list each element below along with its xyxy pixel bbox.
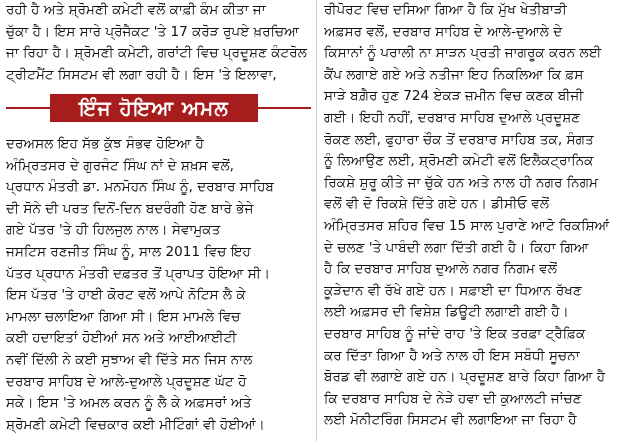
- text-line: ਦੀ ਸੋਨੇ ਦੀ ਪਰਤ ਦਿਨੋਂ-ਦਿਨ ਬਦਰੰਗੀ ਹੋਣ ਬਾਰੇ ਭੇਜੇ: [6, 200, 254, 217]
- text-line: ਨਵੀਂ ਦਿੱਲੀ ਨੇ ਕਈ ਸੁਝਾਅ ਵੀ ਦਿੱਤੇ ਸਨ ਜਿਸ ਨਾਲ: [6, 351, 253, 368]
- text-line: ਕਿ ਦਰਬਾਰ ਸਾਹਿਬ ਦੇ ਨੇੜੇ ਹਵਾ ਦੀ ਕੁਆਲਟੀ ਜਾਂਚਣ: [324, 390, 582, 407]
- text-line: ਅਫ਼ਸਰ ਵਲੋਂ, ਦਰਬਾਰ ਸਾਹਿਬ ਦੇ ਆਲੇ-ਦੁਆਲੇ ਦੇ: [324, 23, 563, 40]
- text-line: ਨੂੰ ਲਿਆਉਣ ਲਈ, ਸ਼੍ਰੋਮਣੀ ਕਮੇਟੀ ਵਲੋਂ ਇਲੈਕਟ੍ਰਾਨਿਕ: [324, 153, 594, 170]
- text-line: ਅੰਮ੍ਰਿਤਸਰ ਸ਼ਹਿਰ ਵਿਚ 15 ਸਾਲ ਪੁਰਾਣੇ ਆਟੋ ਰਿਕਸ਼ਿਆਂ: [324, 217, 610, 234]
- text-line: ਦਰਬਾਰ ਸਾਹਿਬ ਨੂੰ ਜਾਂਦੇ ਰਾਹ 'ਤੇ ਇਕ ਤਰਫ਼ਾ ਟ੍ਰੈਫ਼ਿਕ: [324, 325, 586, 342]
- text-line: ਕਰ ਦਿੱਤਾ ਗਿਆ ਹੈ ਅਤੇ ਨਾਲ ਹੀ ਇਸ ਸਬੰਧੀ ਸੂਚਨਾ: [324, 347, 580, 364]
- text-line: ਦਰਅਸਲ ਇਹ ਸੱਭ ਕੁੱਝ ਸੰਭਵ ਹੋਇਆ ਹੈ: [6, 136, 204, 152]
- text-line: ਇਸ ਪੱਤਰ 'ਤੇ ਹਾਈ ਕੋਰਟ ਵਲੋਂ ਆਪੇ ਨੋਟਿਸ ਲੈ ਕੇ: [6, 287, 246, 304]
- right-column-body: [324, 0, 638, 432]
- text-line: ਕੈਂਪ ਲਗਾਏ ਗਏ ਅਤੇ ਨਤੀਜਾ ਇਹ ਨਿਕਲਿਆ ਕਿ ਫ਼ਸ: [324, 66, 584, 83]
- text-line: ਦੇ ਚਲਣ 'ਤੇ ਪਾਬੰਦੀ ਲਗਾ ਦਿੱਤੀ ਗਈ ਹੈ। ਕਿਹਾ ਗਿਆ: [324, 239, 589, 256]
- text-line: ਸਕੇ। ਇਸ 'ਤੇ ਅਮਲ ਕਰਨ ਨੂੰ ਲੈ ਕੇ ਅਫ਼ਸਰਾਂ ਅਤੇ: [6, 395, 252, 412]
- left-column-intro: [6, 0, 311, 86]
- column-divider: [316, 0, 317, 441]
- text-line: ਰੋਕਣ ਲਈ, ਫੁਹਾਰਾ ਚੌਕ ਤੋਂ ਦਰਬਾਰ ਸਾਹਿਬ ਤਕ, ਸੰਗਤ: [324, 131, 594, 148]
- text-line: ਟ੍ਰੀਟਮੈਂਟ ਸਿਸਟਮ ਵੀ ਲਗਾ ਰਹੀ ਹੈ। ਇਸ 'ਤੇ ਇਲਾਵਾ,: [6, 66, 277, 83]
- text-line: ਗਈ। ਇਹੀ ਨਹੀਂ, ਦਰਬਾਰ ਸਾਹਿਬ ਦੁਆਲੇ ਪ੍ਰਦੂਸ਼ਣ: [324, 109, 581, 126]
- text-line: ਦਰਬਾਰ ਸਾਹਿਬ ਦੇ ਆਲੇ-ਦੁਆਲੇ ਪ੍ਰਦੂਸ਼ਣ ਘੱਟ ਹੋ: [6, 373, 247, 390]
- text-line: ਅੰਮ੍ਰਿਤਸਰ ਦੇ ਗੁਰਜੰਟ ਸਿੰਘ ਨਾਂ ਦੇ ਸ਼ਖ਼ਸ ਵਲੋਂ,: [6, 157, 235, 174]
- text-line: ਜਾ ਰਿਹਾ ਹੈ। ਸ਼੍ਰੋਮਣੀ ਕਮੇਟੀ, ਗਰਾਂਟੀ ਵਿਚ ਪ੍ਰਦੂਸ਼ਣ ਕੰਟਰੋਲ: [6, 45, 307, 62]
- text-line: ਕਈ ਹਦਾਇਤਾਂ ਹੋਈਆਂ ਸਨ ਅਤੇ ਆਈਆਈਟੀ: [6, 330, 237, 347]
- text-line: ਰਿਕਸ਼ੇ ਸ਼ੁਰੂ ਕੀਤੇ ਜਾ ਚੁੱਕੇ ਹਨ ਅਤੇ ਨਾਲ ਹੀ ਨਗਰ ਨਿਗਮ: [324, 174, 598, 191]
- text-line: ਮਾਮਲਾ ਚਲਾਇਆ ਗਿਆ ਸੀ। ਇਸ ਮਾਮਲੇ ਵਿਚ: [6, 308, 241, 325]
- section-headline: ਇੰਜ ਹੋਇਆ ਅਮਲ: [50, 94, 258, 122]
- text-line: ਰਹੀ ਹੈ ਅਤੇ ਸ਼੍ਰੋਮਣੀ ਕਮੇਟੀ ਵਲੋਂ ਕਾਫ਼ੀ ਕੰਮ ਕੀਤਾ ਜਾ: [6, 2, 266, 18]
- text-line: ਪੱਤਰ ਪ੍ਰਧਾਨ ਮੰਤਰੀ ਦਫ਼ਤਰ ਤੋਂ ਪ੍ਰਾਪਤ ਹੋਇਆ ਸੀ।: [6, 265, 271, 282]
- text-line: ਚੁੱਕਾ ਹੈ। ਇਸ ਸਾਰੇ ਪ੍ਰੋਜੈਕਟ 'ਤੇ 17 ਕਰੋੜ ਰੁਪਏ ਖ਼ਰਚਿਆ: [6, 23, 299, 40]
- text-line: ਬੋਰਡ ਵੀ ਲਗਾਏ ਗਏ ਹਨ। ਪ੍ਰਦੂਸ਼ਣ ਬਾਰੇ ਕਿਹਾ ਗਿਆ ਹੈ: [324, 369, 606, 386]
- text-line: ਪ੍ਰਧਾਨ ਮੰਤਰੀ ਡਾ. ਮਨਮੋਹਨ ਸਿੰਘ ਨੂੰ, ਦਰਬਾਰ ਸਾਹਿਬ: [6, 179, 274, 196]
- text-line: ਗਏ ਪੱਤਰ 'ਤੇ ਹੀ ਹਿਲਜੁਲ ਨਾਲ। ਸੇਵਾਮੁਕਤ: [6, 222, 221, 239]
- text-line: ਕਿਸਾਨਾਂ ਨੂੰ ਪਰਾਲੀ ਨਾ ਸਾੜਨ ਪ੍ਰਤੀ ਜਾਗਰੂਕ ਕਰਨ ਲਈ: [324, 45, 602, 62]
- text-line: ਹੈ ਕਿ ਦਰਬਾਰ ਸਾਹਿਬ ਦੁਆਲੇ ਨਗਰ ਨਿਗਮ ਵਲੋਂ: [324, 261, 557, 278]
- text-line: ਜਸਟਿਸ ਰਣਜੀਤ ਸਿੰਘ ਨੂੰ, ਸਾਲ 2011 ਵਿਚ ਇਹ: [6, 243, 251, 260]
- text-line: ਕੂੜੇਦਾਨ ਵੀ ਰੱਖੇ ਗਏ ਹਨ। ਸਫ਼ਾਈ ਦਾ ਧਿਆਨ ਰੱਖਣ: [324, 282, 582, 299]
- text-line: ਲਈ ਮੋਨੀਟਰਿੰਗ ਸਿਸਟਮ ਵੀ ਲਗਾਇਆ ਜਾ ਰਿਹਾ ਹੈ: [324, 412, 577, 429]
- text-line: ਸਾੜੇ ਬਗ਼ੈਰ ਹੁਣ 724 ਏਕੜ ਜ਼ਮੀਨ ਵਿਚ ਕਣਕ ਬੀਜੀ: [324, 88, 584, 105]
- left-column-body: [6, 134, 311, 436]
- text-line: ਸ਼੍ਰੋਮਣੀ ਕਮੇਟੀ ਵਿਚਕਾਰ ਕਈ ਮੀਟਿੰਗਾਂ ਵੀ ਹੋਈਆਂ।: [6, 416, 265, 433]
- text-line: ਵਲੋਂ ਵੀ ਦੋ ਰਿਕਸ਼ੇ ਦਿੱਤੇ ਗਏ ਹਨ। ਡੀਸੀਓ ਵਲੋਂ: [324, 196, 550, 213]
- text-line: ਲਈ ਅਫ਼ਸਰ ਦੀ ਵਿਸ਼ੇਸ਼ ਡਿਊਟੀ ਲਗਾਈ ਗਈ ਹੈ।: [324, 304, 569, 321]
- text-line: ਰੀਪੋਰਟ ਵਿਚ ਦਸਿਆ ਗਿਆ ਹੈ ਕਿ ਮੁੱਖ ਖੇਤੀਬਾੜੀ: [324, 2, 567, 18]
